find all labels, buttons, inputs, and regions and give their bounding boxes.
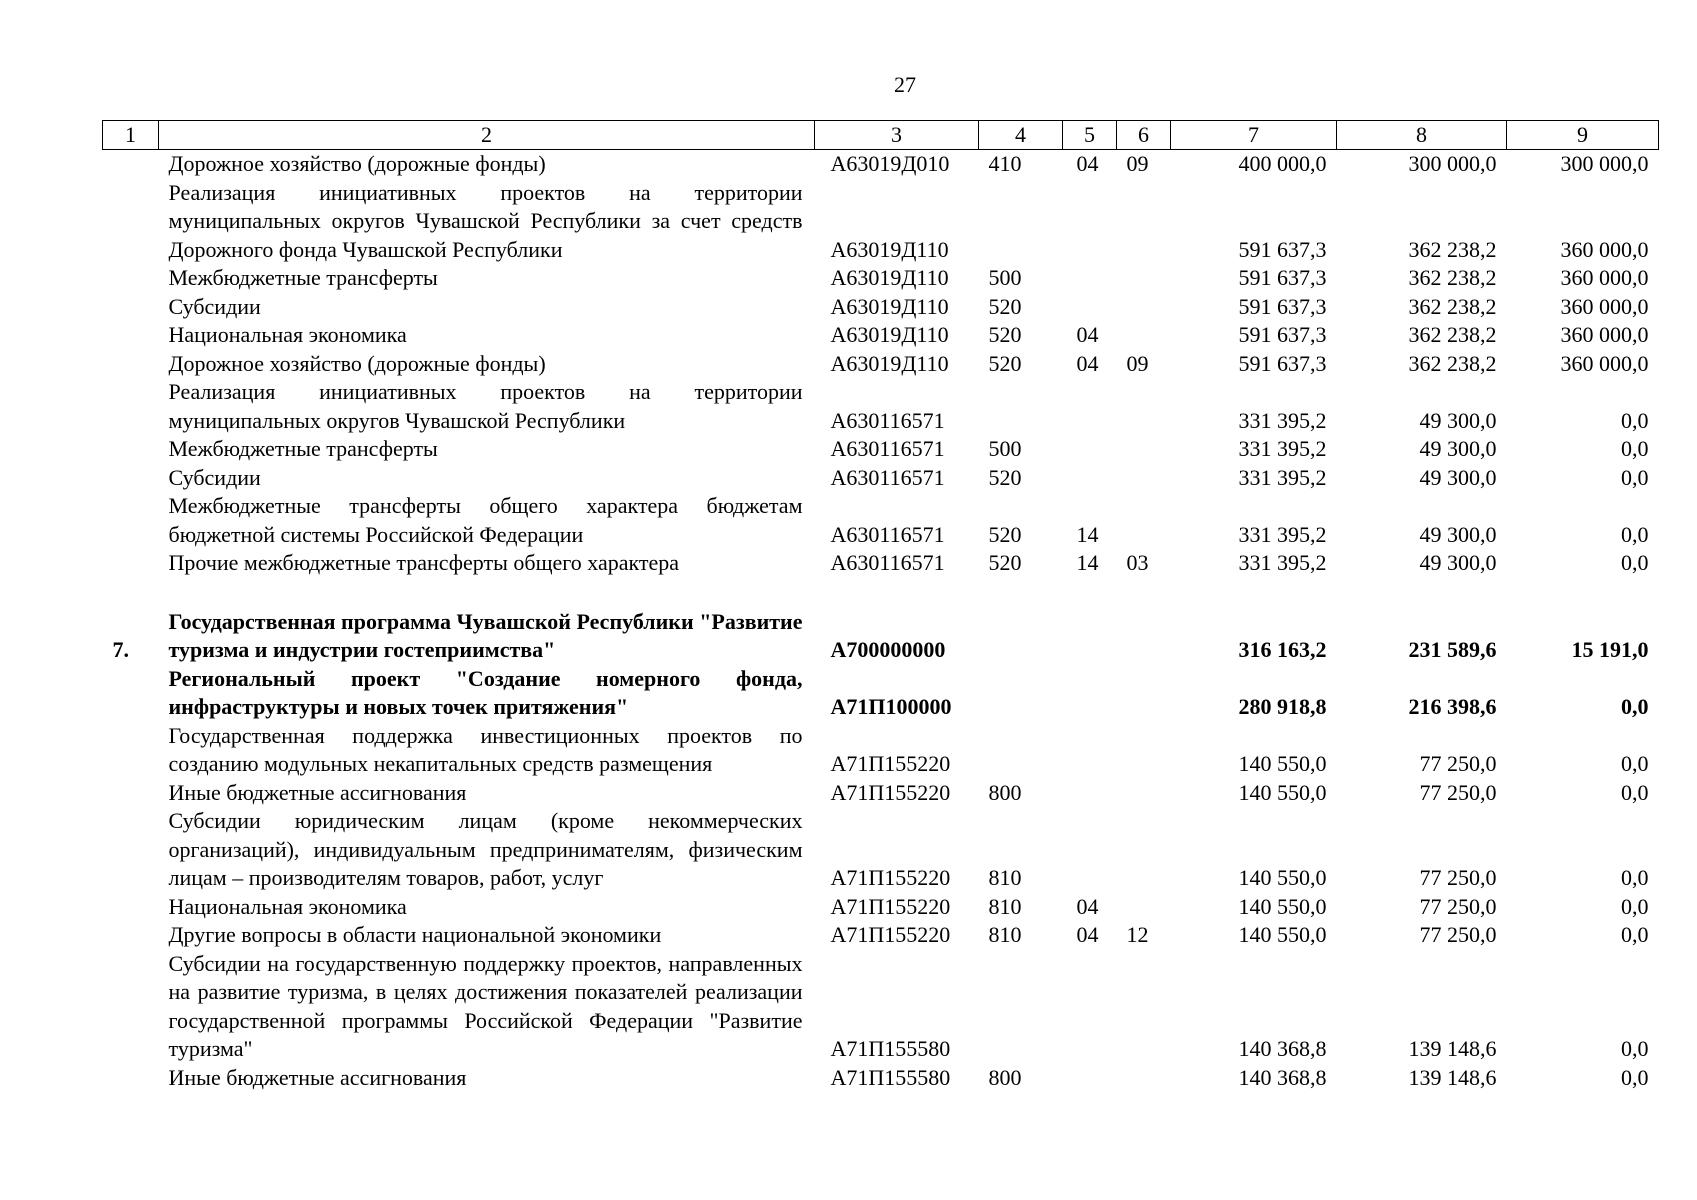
row-expense-type: 810 — [988, 922, 1022, 947]
column-header-7: 7 — [1171, 121, 1337, 150]
row-index — [103, 435, 159, 464]
row-name: Региональный проект "Создание номерного фонда, инфраструктуры и новых точек притяжения" — [168, 665, 803, 719]
table-row — [103, 350, 1659, 379]
row-value-col9: 360 000,0 — [1560, 293, 1649, 319]
row-value-col7: 316 163,2 — [1238, 637, 1327, 662]
row-name: Иные бюджетные ассигнования — [168, 779, 467, 805]
row-value-col8: 362 238,2 — [1408, 265, 1497, 290]
row-expense-type: 500 — [988, 436, 1022, 461]
row-value-col8: 139 148,6 — [1408, 1036, 1497, 1061]
row-subsection — [1117, 1064, 1171, 1093]
row-subsection — [1117, 722, 1171, 779]
row-index — [103, 150, 159, 179]
row-value-col7: 400 000,0 — [1238, 151, 1327, 176]
row-subsection: 03 — [1126, 550, 1149, 575]
row-name: Реализация инициативных проектов на территории муниципальных округов Чувашской Республики — [168, 379, 803, 433]
column-header-8: 8 — [1337, 121, 1507, 150]
row-value-col7: 140 550,0 — [1238, 865, 1327, 890]
row-index — [103, 378, 159, 435]
row-expense-type: 810 — [988, 893, 1022, 919]
row-expense-type: 800 — [988, 1064, 1022, 1090]
page-number: 27 — [894, 72, 916, 97]
row-name: Межбюджетные трансферты общего характера бюджетам бюджетной системы Российской Федерации — [168, 493, 803, 547]
row-expense-type: 520 — [988, 521, 1022, 547]
row-value-col8: 362 238,2 — [1408, 236, 1497, 262]
row-name: Иные бюджетные ассигнования — [168, 1064, 467, 1090]
row-name: Межбюджетные трансферты — [168, 265, 438, 290]
table-row — [103, 179, 1659, 265]
table-row — [103, 264, 1659, 293]
row-section — [1063, 464, 1117, 493]
table-row — [103, 492, 1659, 549]
row-value-col9: 0,0 — [1621, 550, 1649, 575]
row-value-col9: 0,0 — [1621, 779, 1649, 805]
row-target-code: А71П155580 — [830, 1064, 951, 1090]
table-row — [103, 893, 1659, 922]
row-section: 14 — [1076, 521, 1099, 547]
row-index — [103, 779, 159, 808]
row-target-code: А63019Д110 — [830, 265, 949, 290]
row-value-col9: 0,0 — [1621, 751, 1649, 776]
row-value-col9: 360 000,0 — [1560, 236, 1649, 262]
row-value-col8: 77 250,0 — [1419, 751, 1497, 776]
row-expense-type: 500 — [988, 265, 1022, 290]
row-name: Государственная поддержка инвестиционных проектов по созданию модульных некапитальных средств размещения — [168, 722, 803, 776]
row-index: 7. — [112, 637, 129, 662]
row-value-col9: 0,0 — [1621, 464, 1649, 490]
table-row — [103, 779, 1659, 808]
row-index — [103, 464, 159, 493]
row-section — [1063, 950, 1117, 1064]
row-value-col9: 0,0 — [1621, 865, 1649, 890]
row-value-col7: 140 368,8 — [1238, 1036, 1327, 1061]
row-value-col8: 77 250,0 — [1419, 922, 1497, 947]
row-value-col7: 331 395,2 — [1238, 550, 1327, 575]
table-row — [103, 950, 1659, 1064]
row-target-code: А63019Д010 — [830, 151, 950, 176]
row-section — [1063, 722, 1117, 779]
row-target-code: А71П155220 — [830, 751, 951, 776]
row-value-col7: 331 395,2 — [1238, 407, 1327, 433]
row-value-col8: 139 148,6 — [1408, 1064, 1497, 1090]
row-index — [103, 950, 159, 1064]
table-row — [103, 608, 1659, 665]
row-value-col8: 362 238,2 — [1408, 293, 1497, 319]
row-value-col9: 300 000,0 — [1560, 151, 1649, 176]
table-header — [103, 121, 1659, 150]
row-expense-type — [979, 608, 1063, 665]
row-subsection — [1117, 893, 1171, 922]
row-subsection — [1117, 807, 1171, 893]
row-value-col8: 77 250,0 — [1419, 893, 1497, 919]
row-value-col7: 331 395,2 — [1238, 521, 1327, 547]
row-subsection — [1117, 264, 1171, 293]
row-value-col8: 49 300,0 — [1419, 464, 1497, 490]
row-name: Реализация инициативных проектов на территории муниципальных округов Чувашской Республики за счет средств Дорожного фонда Чувашской Республики — [168, 179, 803, 262]
row-expense-type — [979, 378, 1063, 435]
row-value-col8: 77 250,0 — [1419, 779, 1497, 805]
row-value-col8: 362 238,2 — [1408, 350, 1497, 376]
row-index — [103, 264, 159, 293]
table-row — [103, 435, 1659, 464]
row-section — [1063, 807, 1117, 893]
row-target-code: А630116571 — [830, 550, 945, 575]
row-section — [1063, 264, 1117, 293]
row-value-col8: 231 589,6 — [1408, 637, 1497, 662]
column-header-5: 5 — [1063, 121, 1117, 150]
row-name: Субсидии на государственную поддержку проектов, направленных на развитие туризма, в целях достижения показателей реализации государственной программы Российской Федерации "Развитие туризма" — [168, 950, 803, 1061]
row-target-code: А71П155220 — [830, 779, 951, 805]
row-name: Субсидии — [168, 293, 261, 319]
row-subsection — [1117, 779, 1171, 808]
row-subsection — [1117, 608, 1171, 665]
budget-table — [102, 120, 1659, 1092]
row-subsection — [1117, 464, 1171, 493]
row-value-col8: 49 300,0 — [1419, 436, 1497, 461]
row-index — [103, 293, 159, 322]
row-section: 04 — [1076, 151, 1099, 176]
table-row — [103, 150, 1659, 179]
row-value-col8: 77 250,0 — [1419, 865, 1497, 890]
row-subsection — [1117, 950, 1171, 1064]
row-value-col9: 0,0 — [1621, 922, 1649, 947]
row-index — [103, 921, 159, 950]
row-subsection — [1117, 378, 1171, 435]
row-value-col7: 140 550,0 — [1238, 779, 1327, 805]
row-value-col9: 0,0 — [1621, 521, 1649, 547]
row-value-col7: 591 637,3 — [1238, 322, 1327, 347]
row-target-code: А630116571 — [830, 407, 945, 433]
row-name: Национальная экономика — [168, 893, 407, 919]
row-target-code: А71П100000 — [830, 694, 952, 719]
row-name: Дорожное хозяйство (дорожные фонды) — [168, 151, 546, 176]
row-value-col9: 0,0 — [1621, 436, 1649, 461]
row-section: 14 — [1076, 550, 1099, 575]
row-index — [103, 665, 159, 722]
column-header-9: 9 — [1507, 121, 1659, 150]
row-name: Прочие межбюджетные трансферты общего характера — [168, 550, 680, 575]
row-name: Государственная программа Чувашской Республики "Развитие туризма и индустрии гостеприимства" — [168, 608, 803, 662]
row-value-col7: 140 550,0 — [1238, 893, 1327, 919]
row-target-code: А63019Д110 — [830, 322, 949, 347]
row-name: Другие вопросы в области национальной экономики — [168, 922, 662, 947]
row-target-code: А63019Д110 — [830, 236, 949, 262]
row-section — [1063, 179, 1117, 265]
row-expense-type: 520 — [988, 550, 1022, 575]
column-header-4: 4 — [979, 121, 1063, 150]
table-row — [103, 665, 1659, 722]
row-expense-type — [979, 665, 1063, 722]
row-expense-type — [979, 722, 1063, 779]
row-subsection: 09 — [1126, 151, 1149, 176]
table-row — [103, 464, 1659, 493]
row-expense-type: 800 — [988, 779, 1022, 805]
table-row — [103, 378, 1659, 435]
row-target-code: А63019Д110 — [830, 350, 949, 376]
row-value-col9: 0,0 — [1621, 407, 1649, 433]
row-value-col8: 216 398,6 — [1408, 694, 1497, 719]
column-header-6: 6 — [1117, 121, 1171, 150]
row-name: Субсидии юридическим лицам (кроме некоммерческих организаций), индивидуальным предпринимателям, физическим лицам – производителям товаров, работ, услуг — [168, 808, 803, 890]
row-section — [1063, 1064, 1117, 1093]
row-target-code: А700000000 — [830, 637, 946, 662]
row-expense-type: 410 — [988, 151, 1022, 176]
row-value-col7: 140 368,8 — [1238, 1064, 1327, 1090]
row-value-col7: 591 637,3 — [1238, 350, 1327, 376]
row-name: Межбюджетные трансферты — [168, 436, 438, 461]
row-value-col7: 140 550,0 — [1238, 751, 1327, 776]
row-section: 04 — [1076, 893, 1099, 919]
section-spacer — [103, 578, 1659, 608]
row-subsection — [1117, 435, 1171, 464]
row-index — [103, 1064, 159, 1093]
row-name: Дорожное хозяйство (дорожные фонды) — [168, 350, 546, 376]
row-subsection — [1117, 321, 1171, 350]
row-name: Субсидии — [168, 464, 261, 490]
spacer-cell — [103, 578, 1659, 608]
row-target-code: А71П155220 — [830, 922, 951, 947]
row-target-code: А63019Д110 — [830, 293, 949, 319]
row-value-col7: 280 918,8 — [1238, 694, 1327, 719]
table-row — [103, 293, 1659, 322]
row-index — [103, 722, 159, 779]
row-value-col9: 0,0 — [1621, 1036, 1649, 1061]
row-index — [103, 179, 159, 265]
table-body — [103, 150, 1659, 1093]
row-target-code: А71П155220 — [830, 893, 951, 919]
row-value-col7: 591 637,3 — [1238, 236, 1327, 262]
row-subsection: 12 — [1126, 922, 1149, 947]
row-section — [1063, 665, 1117, 722]
row-value-col8: 49 300,0 — [1419, 521, 1497, 547]
row-expense-type: 810 — [988, 865, 1022, 890]
row-value-col7: 331 395,2 — [1238, 464, 1327, 490]
row-value-col9: 0,0 — [1621, 1064, 1649, 1090]
row-section: 04 — [1076, 922, 1099, 947]
row-value-col7: 331 395,2 — [1238, 436, 1327, 461]
row-value-col8: 300 000,0 — [1408, 151, 1497, 176]
row-value-col9: 360 000,0 — [1560, 322, 1649, 347]
row-subsection — [1117, 293, 1171, 322]
row-value-col7: 140 550,0 — [1238, 922, 1327, 947]
row-target-code: А630116571 — [830, 436, 945, 461]
row-section: 04 — [1076, 350, 1099, 376]
row-value-col8: 49 300,0 — [1419, 407, 1497, 433]
row-expense-type — [979, 950, 1063, 1064]
column-header-1: 1 — [103, 121, 159, 150]
row-section: 04 — [1076, 322, 1099, 347]
row-expense-type: 520 — [988, 350, 1022, 376]
column-header-2: 2 — [159, 121, 815, 150]
row-name: Национальная экономика — [168, 322, 407, 347]
row-index — [103, 350, 159, 379]
row-section — [1063, 435, 1117, 464]
row-subsection — [1117, 492, 1171, 549]
row-target-code: А71П155220 — [830, 865, 951, 890]
column-header-3: 3 — [815, 121, 979, 150]
row-subsection — [1117, 665, 1171, 722]
row-value-col9: 0,0 — [1621, 893, 1649, 919]
row-index — [103, 893, 159, 922]
table-row — [103, 921, 1659, 950]
row-index — [103, 492, 159, 549]
row-value-col9: 15 191,0 — [1571, 637, 1649, 662]
row-value-col7: 591 637,3 — [1238, 265, 1327, 290]
table-row — [103, 321, 1659, 350]
row-value-col7: 591 637,3 — [1238, 293, 1327, 319]
row-index — [103, 321, 159, 350]
row-target-code: А71П155580 — [830, 1036, 951, 1061]
table-row — [103, 1064, 1659, 1093]
row-target-code: А630116571 — [830, 464, 945, 490]
row-expense-type — [979, 179, 1063, 265]
row-target-code: А630116571 — [830, 521, 945, 547]
row-expense-type: 520 — [988, 464, 1022, 490]
table-row — [103, 549, 1659, 578]
row-value-col9: 360 000,0 — [1560, 350, 1649, 376]
table-row — [103, 807, 1659, 893]
row-section — [1063, 378, 1117, 435]
row-value-col9: 360 000,0 — [1560, 265, 1649, 290]
row-value-col8: 362 238,2 — [1408, 322, 1497, 347]
row-subsection: 09 — [1126, 350, 1149, 376]
row-section — [1063, 608, 1117, 665]
row-value-col8: 49 300,0 — [1419, 550, 1497, 575]
row-index — [103, 549, 159, 578]
table-row — [103, 722, 1659, 779]
row-index — [103, 807, 159, 893]
row-value-col9: 0,0 — [1621, 694, 1649, 719]
row-expense-type: 520 — [988, 293, 1022, 319]
row-expense-type: 520 — [988, 322, 1022, 347]
row-subsection — [1117, 179, 1171, 265]
row-section — [1063, 779, 1117, 808]
row-section — [1063, 293, 1117, 322]
